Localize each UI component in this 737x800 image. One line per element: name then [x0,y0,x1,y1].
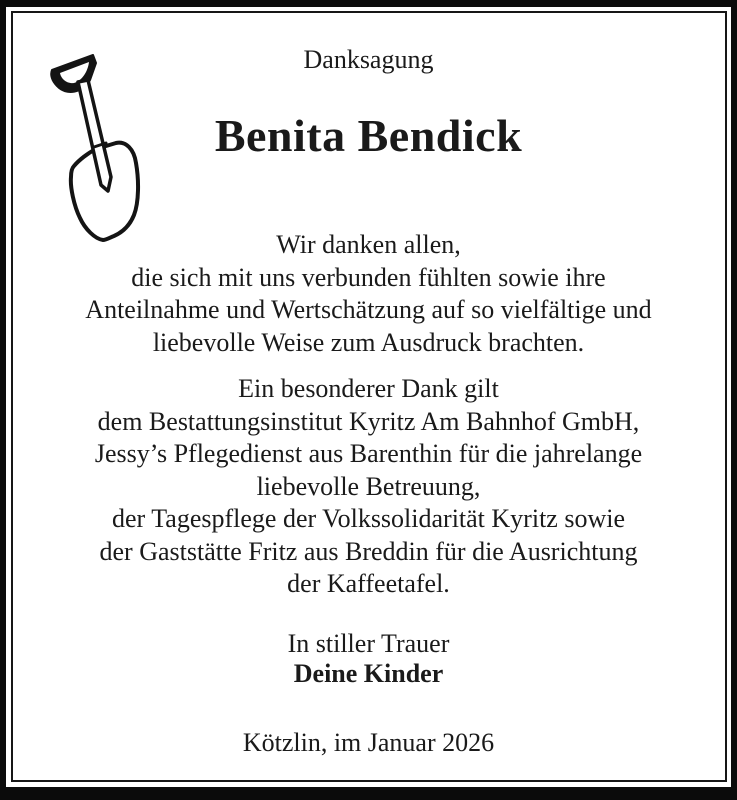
closing-salutation: In stiller Trauer [287,629,450,658]
mourners-names: Deine Kinder [293,659,444,688]
deceased-name: Benita Bendick [214,110,523,161]
special-thanks-line: der Kaffeetafel. [287,569,450,598]
thanks-line: die sich mit uns verbunden fühlten sowie ihre [131,262,606,292]
thanks-line: Wir danken allen, [276,230,461,259]
special-thanks-line: Jessy’s Pflegedienst aus Barenthin für die jahrelange [94,439,643,468]
notice-type-label: Danksagung [303,45,434,74]
place-date: Kötzlin, im Januar 2026 [242,728,495,757]
special-thanks-line: der Gaststätte Fritz aus Breddin für die Ausrichtung [99,536,638,566]
special-thanks-paragraph [20,373,717,601]
thanks-paragraph [20,229,717,359]
special-thanks-line: Ein besonderer Dank gilt [238,374,499,403]
closing-block [20,629,717,689]
special-thanks-line: dem Bestattungsinstitut Kyritz Am Bahnhof GmbH, [97,406,640,436]
thanks-line: Anteilnahme und Wertschätzung auf so vielfältige und [85,295,652,324]
special-thanks-line: der Tagespflege der Volkssolidarität Kyritz sowie [111,504,625,533]
thanks-line: liebevolle Weise zum Ausdruck brachten. [152,327,585,357]
special-thanks-line: liebevolle Betreuung, [256,471,481,501]
